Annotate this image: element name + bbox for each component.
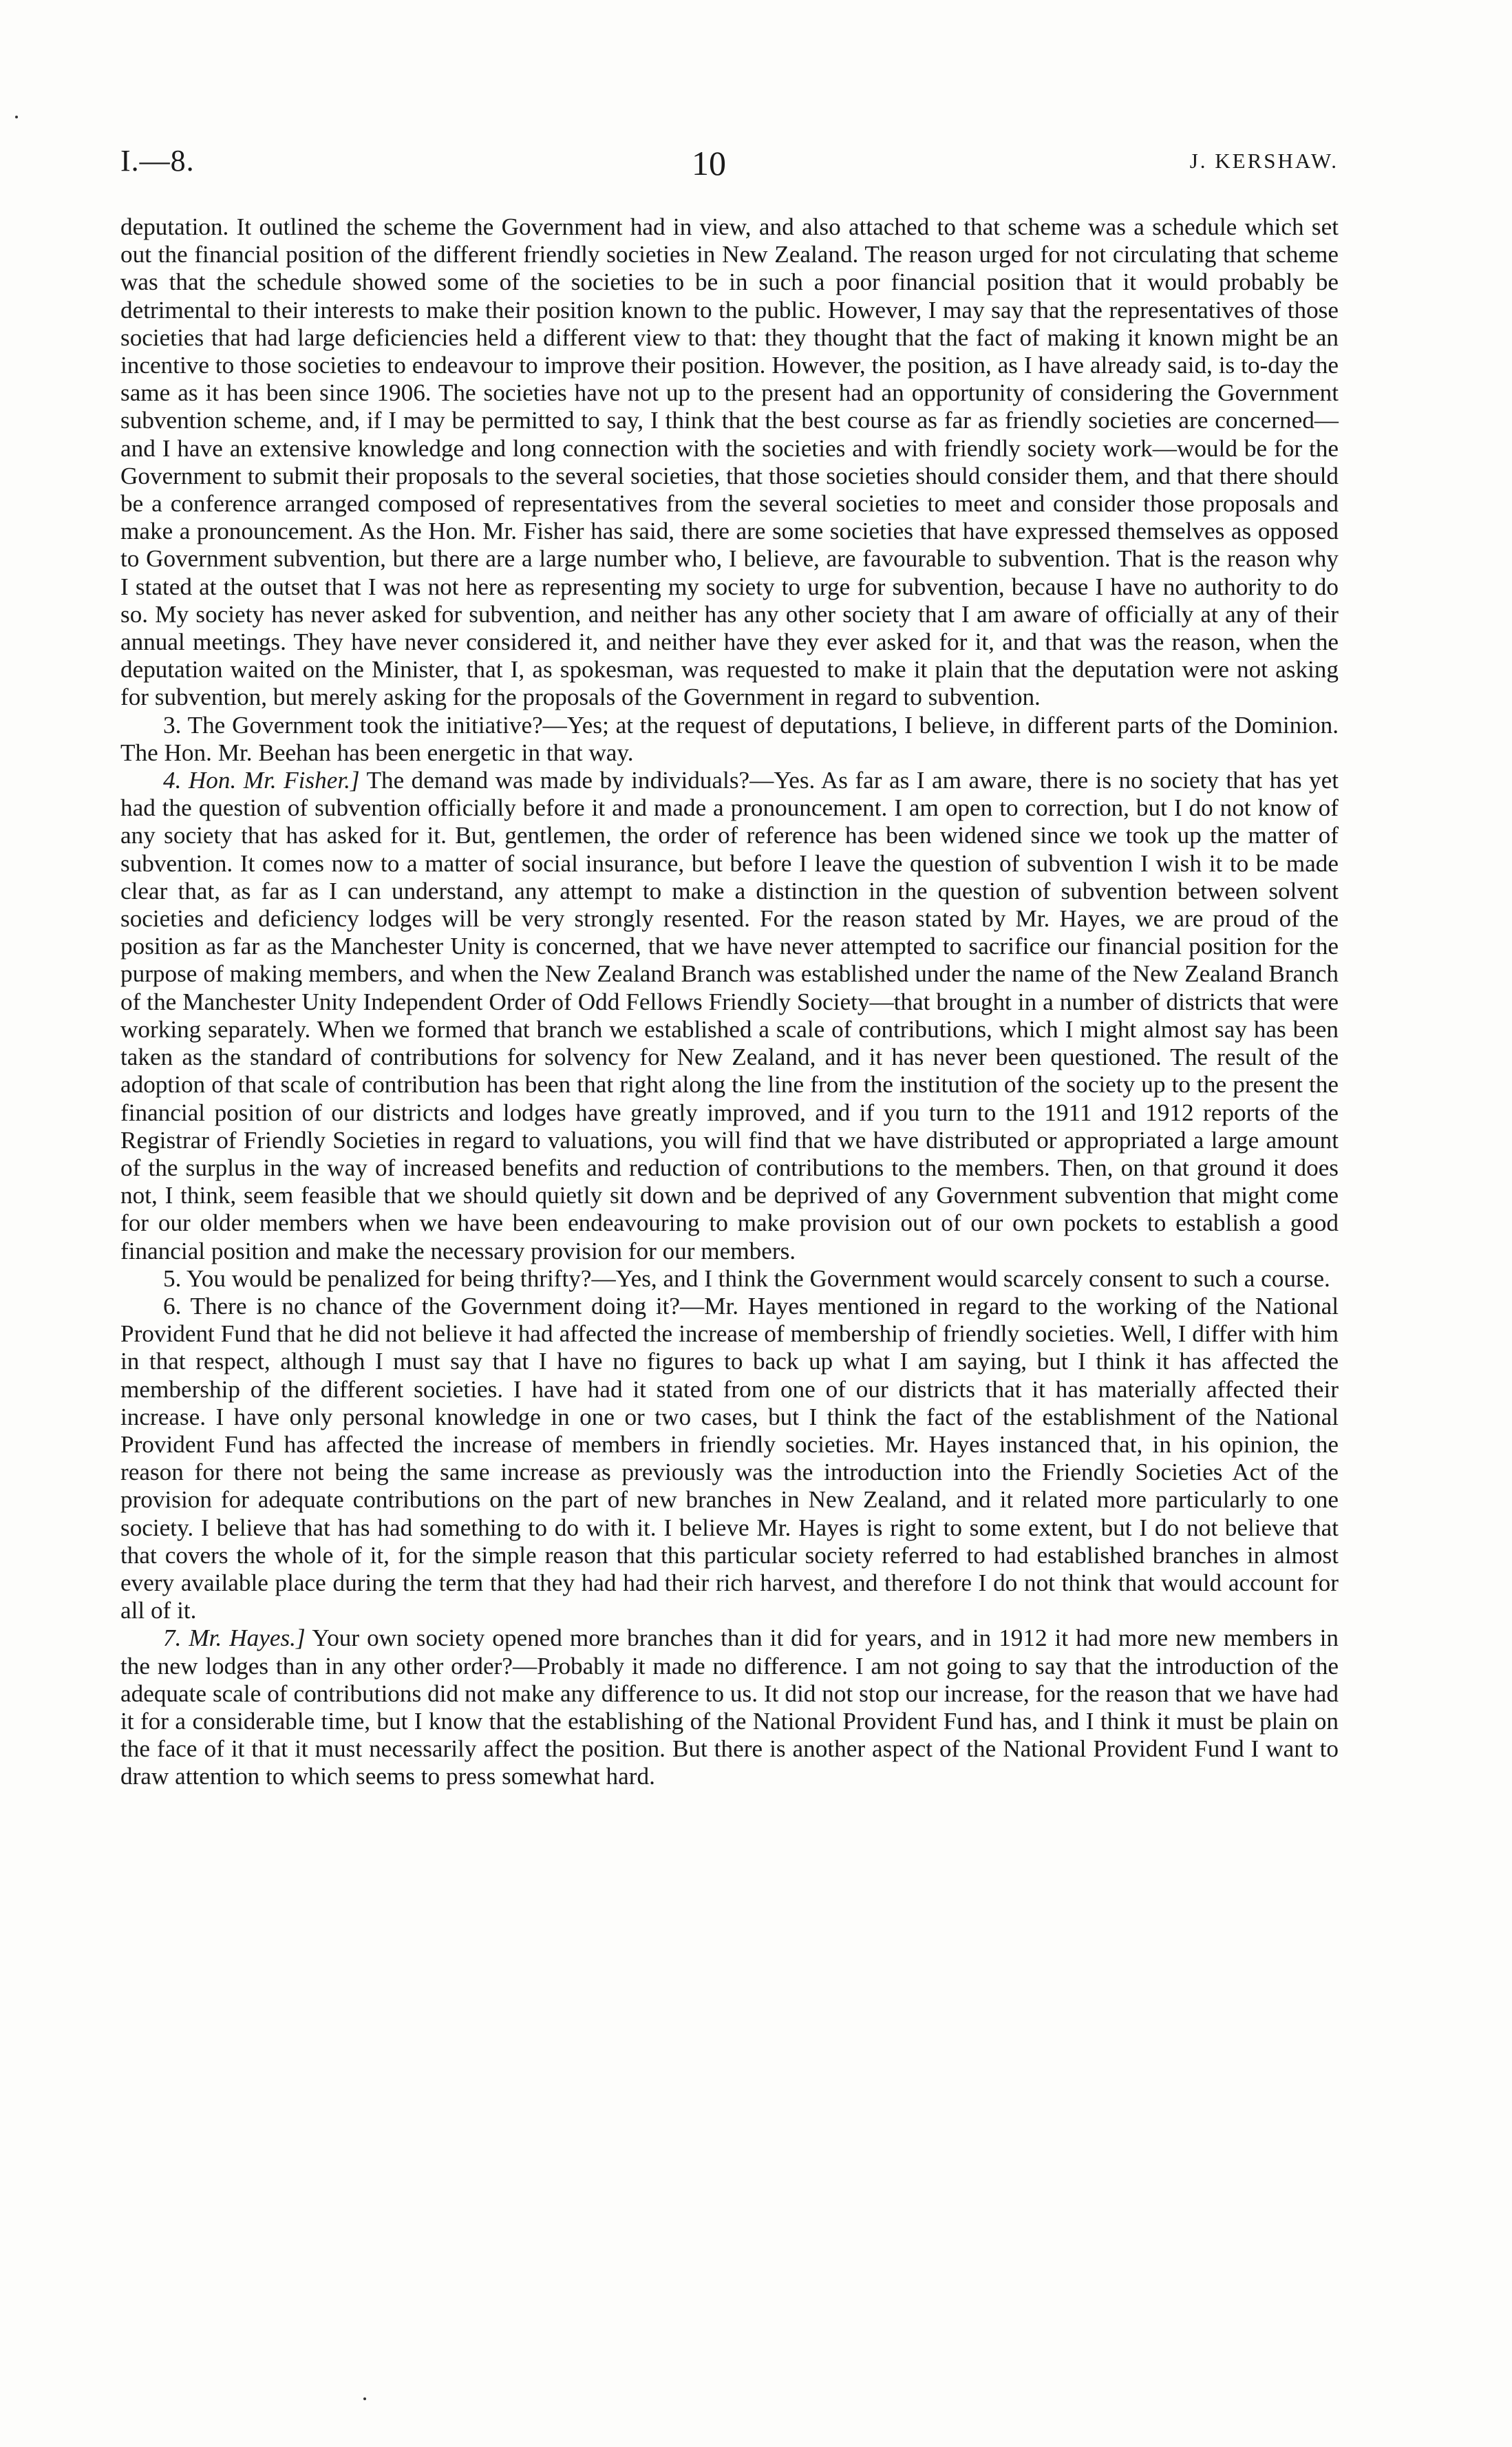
paragraph-question-7 <box>120 1624 1339 1790</box>
paragraph-text: 6. There is no chance of the Government doing it?—Mr. Hayes mentioned in regard to the working of the National Provident Fund that he did not believe it had affected the increase of membership of friendly societies. Well, I differ with him in that respect, although I must say that I have no figures to back up what I am saying, but I think it has affected the membership of the different societies. I have had it stated from one of our districts that it has materially affected their increase. I have only personal knowledge in one or two cases, but I think the fact of the establishment of the National Provident Fund has affected the increase of members in friendly societies. Mr. Hayes instanced that, in his opinion, the reason for there not being the same increase as previously was the introduction into the Friendly Societies Act of the provision for adequate contributions on the part of new branches in New Zealand, and it related more particularly to one society. I believe that has had something to do with it. I believe Mr. Hayes is right to some extent, but I do not believe that that covers the whole of it, for the simple reason that this particular society referred to had established branches in almost every available place during the term that they had had their rich harvest, and therefore I do not think that would account for all of it. <box>120 1292 1339 1624</box>
paragraph-text: 5. You would be penalized for being thrifty?—Yes, and I think the Government would scarcely consent to such a course. <box>163 1264 1330 1292</box>
page-header <box>120 143 1339 184</box>
paper-reference: I.—8. <box>120 144 195 178</box>
paragraph-question-5 <box>120 1265 1339 1293</box>
witness-name: J. KERSHAW. <box>1189 149 1339 173</box>
body-text <box>120 213 1339 1791</box>
paragraph-text: The demand was made by individuals?—Yes. As far as I am aware, there is no society that has yet had the question of subvention officially before it and made a pronouncement. I am open to correction, but I do not know of any society that has asked for it. But, gentlemen, the order of reference has been widened since we took up the matter of subvention. It comes now to a matter of social insurance, but before I leave the question of subvention I wish it to be made clear that, as far as I can understand, any attempt to make a distinction in the question of subvention between solvent societies and deficiency lodges will be very strongly resented. For the reason stated by Mr. Hayes, we are proud of the position as far as the Manchester Unity is concerned, that we have never attempted to sacrifice our financial position for the purpose of making members, and when the New Zealand Branch was established under the name of the New Zealand Branch of the Manchester Unity Independent Order of Odd Fellows Friendly Society—that brought in a number of districts that were working separately. When we formed that branch we established a scale of contributions, which I might almost say has been taken as the standard of contributions for solvency for New Zealand, and it has never been questioned. The result of the adoption of that scale of contribution has been that right along the line from the institution of the society up to the present the financial position of our districts and lodges have greatly improved, and if you turn to the 1911 and 1912 reports of the Registrar of Friendly Societies in regard to valuations, you will find that we have distributed or appropriated a large amount of the surplus in the way of increased benefits and reduction of contributions to the members. Then, on that ground it does not, I think, seem feasible that we should quietly sit down and be deprived of any Government subvention that might come for our older members when we have been endeavouring to make provision out of our own pockets to establish a good financial position and make the necessary provision for our members. <box>120 767 1339 1264</box>
paragraph-text: Your own society opened more branches than it did for years, and in 1912 it had more new members in the new lodges than in any other order?—Probably it made no difference. I am not going to say that the introduction of the adequate scale of contributions did not make any difference to us. It did not stop our increase, for the reason that we have had it for a considerable time, but I know that the establishing of the National Provident Fund has, and I think it must be plain on the face of it that it must necessarily affect the position. But there is another aspect of the National Provident Fund I want to draw attention to which seems to press somewhat hard. <box>120 1624 1339 1790</box>
page-number: 10 <box>692 144 726 182</box>
paragraph-text: 3. The Government took the initiative?—Yes; at the request of deputations, I believe, in different parts of the Dominion. The Hon. Mr. Beehan has been energetic in that way. <box>120 711 1339 766</box>
scan-speck <box>15 116 18 118</box>
paragraph-question-3 <box>120 712 1339 767</box>
speaker-label: 4. Hon. Mr. Fisher.] <box>163 767 360 794</box>
scan-speck <box>363 2397 366 2400</box>
paragraph-question-6 <box>120 1293 1339 1624</box>
paragraph-question-4 <box>120 767 1339 1265</box>
speaker-label: 7. Mr. Hayes.] <box>163 1624 306 1652</box>
paragraph-text: deputation. It outlined the scheme the Government had in view, and also attached to that scheme was a schedule which set out the financial position of the different friendly societies in New Zealand. The reason urged for not circulating that scheme was that the schedule showed some of the societies to be in such a poor financial position that it would probably be detrimental to their interests to make their position known to the public. However, I may say that the representatives of those societies that had large deficiencies held a different view to that: they thought that the fact of making it known might be an incentive to those societies to endeavour to improve their position. However, the position, as I have already said, is to-day the same as it has been since 1906. The societies have not up to the present had an opportunity of considering the Government subvention scheme, and, if I may be permitted to say, I think that the best course as far as friendly societies are concerned—and I have an extensive knowledge and long connection with the societies and with friendly society work—would be for the Government to submit their proposals to the several societies, that those societies should consider them, and that there should be a conference arranged composed of representatives from the several societies to meet and consider those proposals and make a pronouncement. As the Hon. Mr. Fisher has said, there are some societies that have expressed themselves as opposed to Government subvention, but there are a large number who, I believe, are favourable to subvention. That is the reason why I stated at the outset that I was not here as representing my society to urge for subvention, because I have no authority to do so. My society has never asked for subvention, and neither has any other society that I am aware of officially at any of their annual meetings. They have never considered it, and neither have they ever asked for it, and that was the reason, when the deputation waited on the Minister, that I, as spokesman, was requested to make it plain that the deputation were not asking for subvention, but merely asking for the proposals of the Government in regard to subvention. <box>120 213 1339 711</box>
paragraph-continuation <box>120 213 1339 712</box>
